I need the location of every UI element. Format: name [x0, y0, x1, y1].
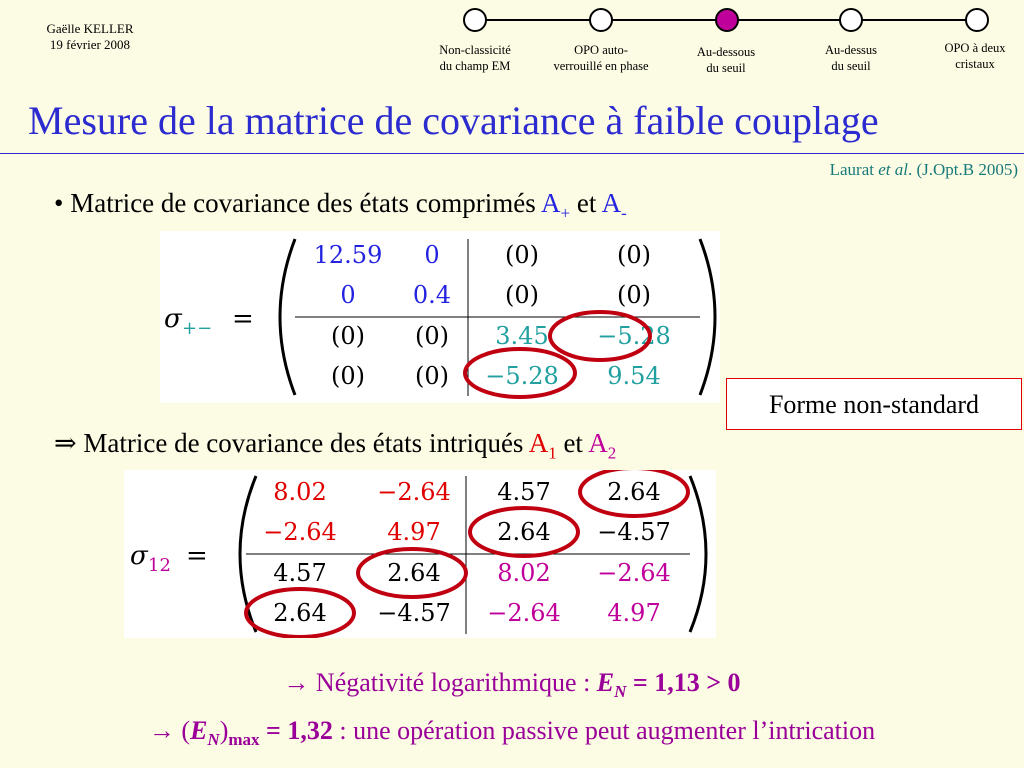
max-log-negativity-line: → $(E_N)_{max} = 1,32$ : une opération passive peut augmenter l’intrication	[148, 716, 876, 750]
matrix1-cell-r1c2: 0	[424, 241, 440, 269]
matrix1-cell-r4c1: (0)	[331, 362, 365, 390]
matrix2-cell-r1c3: 4.57	[497, 478, 551, 506]
matrix1-cell-r4c4: 9.54	[607, 362, 661, 390]
matrix2-cell-r2c4: −4.57	[597, 518, 671, 546]
matrix1-cell-r4c2: (0)	[415, 362, 449, 390]
log-negativity-line: → Négativité logarithmique : $E_N = 1,13 > 0$	[283, 668, 741, 702]
mode-a1: $A_1$	[528, 428, 557, 463]
matrix2-cell-r1c4: 2.64	[607, 478, 661, 506]
nav-dot-5[interactable]	[966, 9, 988, 31]
matrix1-cell-r2c3: (0)	[505, 281, 539, 309]
nav-dot-2[interactable]	[590, 9, 612, 31]
matrix2-cell-r2c1: −2.64	[263, 518, 337, 546]
presentation-date: 19 février 2008	[49, 37, 131, 52]
nav-label-2[interactable]: OPO auto- verrouillé en phase	[553, 43, 649, 73]
matrix2-subscript: 12	[148, 555, 171, 576]
matrix2-right-paren	[690, 476, 706, 632]
matrix1-symbol: σ	[164, 304, 182, 334]
matrix1-cell-r1c3: (0)	[505, 241, 539, 269]
matrix2-cell-r3c4: −2.64	[597, 559, 671, 587]
matrix1-cell-r2c2: 0.4	[412, 281, 452, 309]
bullet-squeezed-states: • Matrice de covariance des états comprimés $A_+$ et $A_-$	[54, 188, 627, 223]
matrix1-cell-r3c4: −5.28	[597, 322, 671, 350]
slide-title: Mesure de la matrice de covariance à faible couplage	[28, 98, 879, 143]
mode-a-minus: $A_-$	[601, 188, 627, 223]
nav-label-5[interactable]: OPO à deux cristaux	[944, 41, 1006, 71]
matrix1-left-paren	[280, 239, 295, 395]
matrix1-cell-r1c1: 12.59	[313, 241, 383, 269]
non-standard-form-callout: Forme non-standard	[726, 378, 1022, 430]
matrix1-right-paren	[700, 239, 715, 395]
matrix2-cell-r4c1: 2.64	[273, 599, 327, 627]
log-negativity-symbol: $E_N$	[596, 668, 627, 702]
mode-a2: $A_2$	[588, 428, 617, 463]
matrix2-cell-r3c3: 8.02	[497, 559, 551, 587]
matrix2-cell-r4c2: −4.57	[377, 599, 451, 627]
matrix1-cell-r2c1: 0	[340, 281, 356, 309]
matrix1-cell-r3c2: (0)	[415, 322, 449, 350]
matrix2-equals: =	[186, 541, 208, 571]
matrix2-cell-r4c4: 4.97	[607, 599, 661, 627]
matrix1-cell-r4c3: −5.28	[485, 362, 559, 390]
matrix2-cell-r3c2: 2.64	[387, 559, 441, 587]
matrix1-cell-r1c4: (0)	[617, 241, 651, 269]
matrix2-symbol: σ	[130, 541, 148, 571]
nav-dot-1[interactable]	[464, 9, 486, 31]
covariance-matrix-entangled	[124, 470, 716, 638]
matrix2-cell-r2c3: 2.64	[497, 518, 551, 546]
matrix2-cell-r2c2: 4.97	[387, 518, 441, 546]
matrix2-cell-r1c1: 8.02	[273, 478, 327, 506]
matrix2-cell-r4c3: −2.64	[487, 599, 561, 627]
matrix1-cell-r3c1: (0)	[331, 322, 365, 350]
matrix1-subscript: +−	[182, 318, 213, 339]
covariance-matrix-squeezed	[160, 231, 720, 403]
mode-a-plus: $A_+$	[541, 188, 571, 223]
nav-label-1[interactable]: Non-classicité du champ EM	[439, 43, 511, 73]
nav-dot-4[interactable]	[840, 9, 862, 31]
nav-dot-3-active[interactable]	[716, 9, 738, 31]
bullet-entangled-states: ⇒ Matrice de covariance des états intriqués $A_1$ et $A_2$	[54, 428, 617, 463]
matrix1-cell-r3c3: 3.45	[495, 322, 549, 350]
nav-label-3[interactable]: Au-dessous du seuil	[696, 45, 756, 75]
matrix1-equals: =	[232, 304, 254, 334]
nav-label-4[interactable]: Au-dessus du seuil	[824, 43, 878, 73]
title-rule	[0, 153, 1024, 154]
matrix2-cell-r1c2: −2.64	[377, 478, 451, 506]
matrix1-cell-r2c4: (0)	[617, 281, 651, 309]
max-log-negativity-symbol: $E_N$	[190, 716, 220, 750]
matrix2-cell-r3c1: 4.57	[273, 559, 327, 587]
author-name: Gaëlle KELLER	[46, 21, 134, 36]
citation: Laurat et al. (J.Opt.B 2005)	[829, 160, 1018, 179]
